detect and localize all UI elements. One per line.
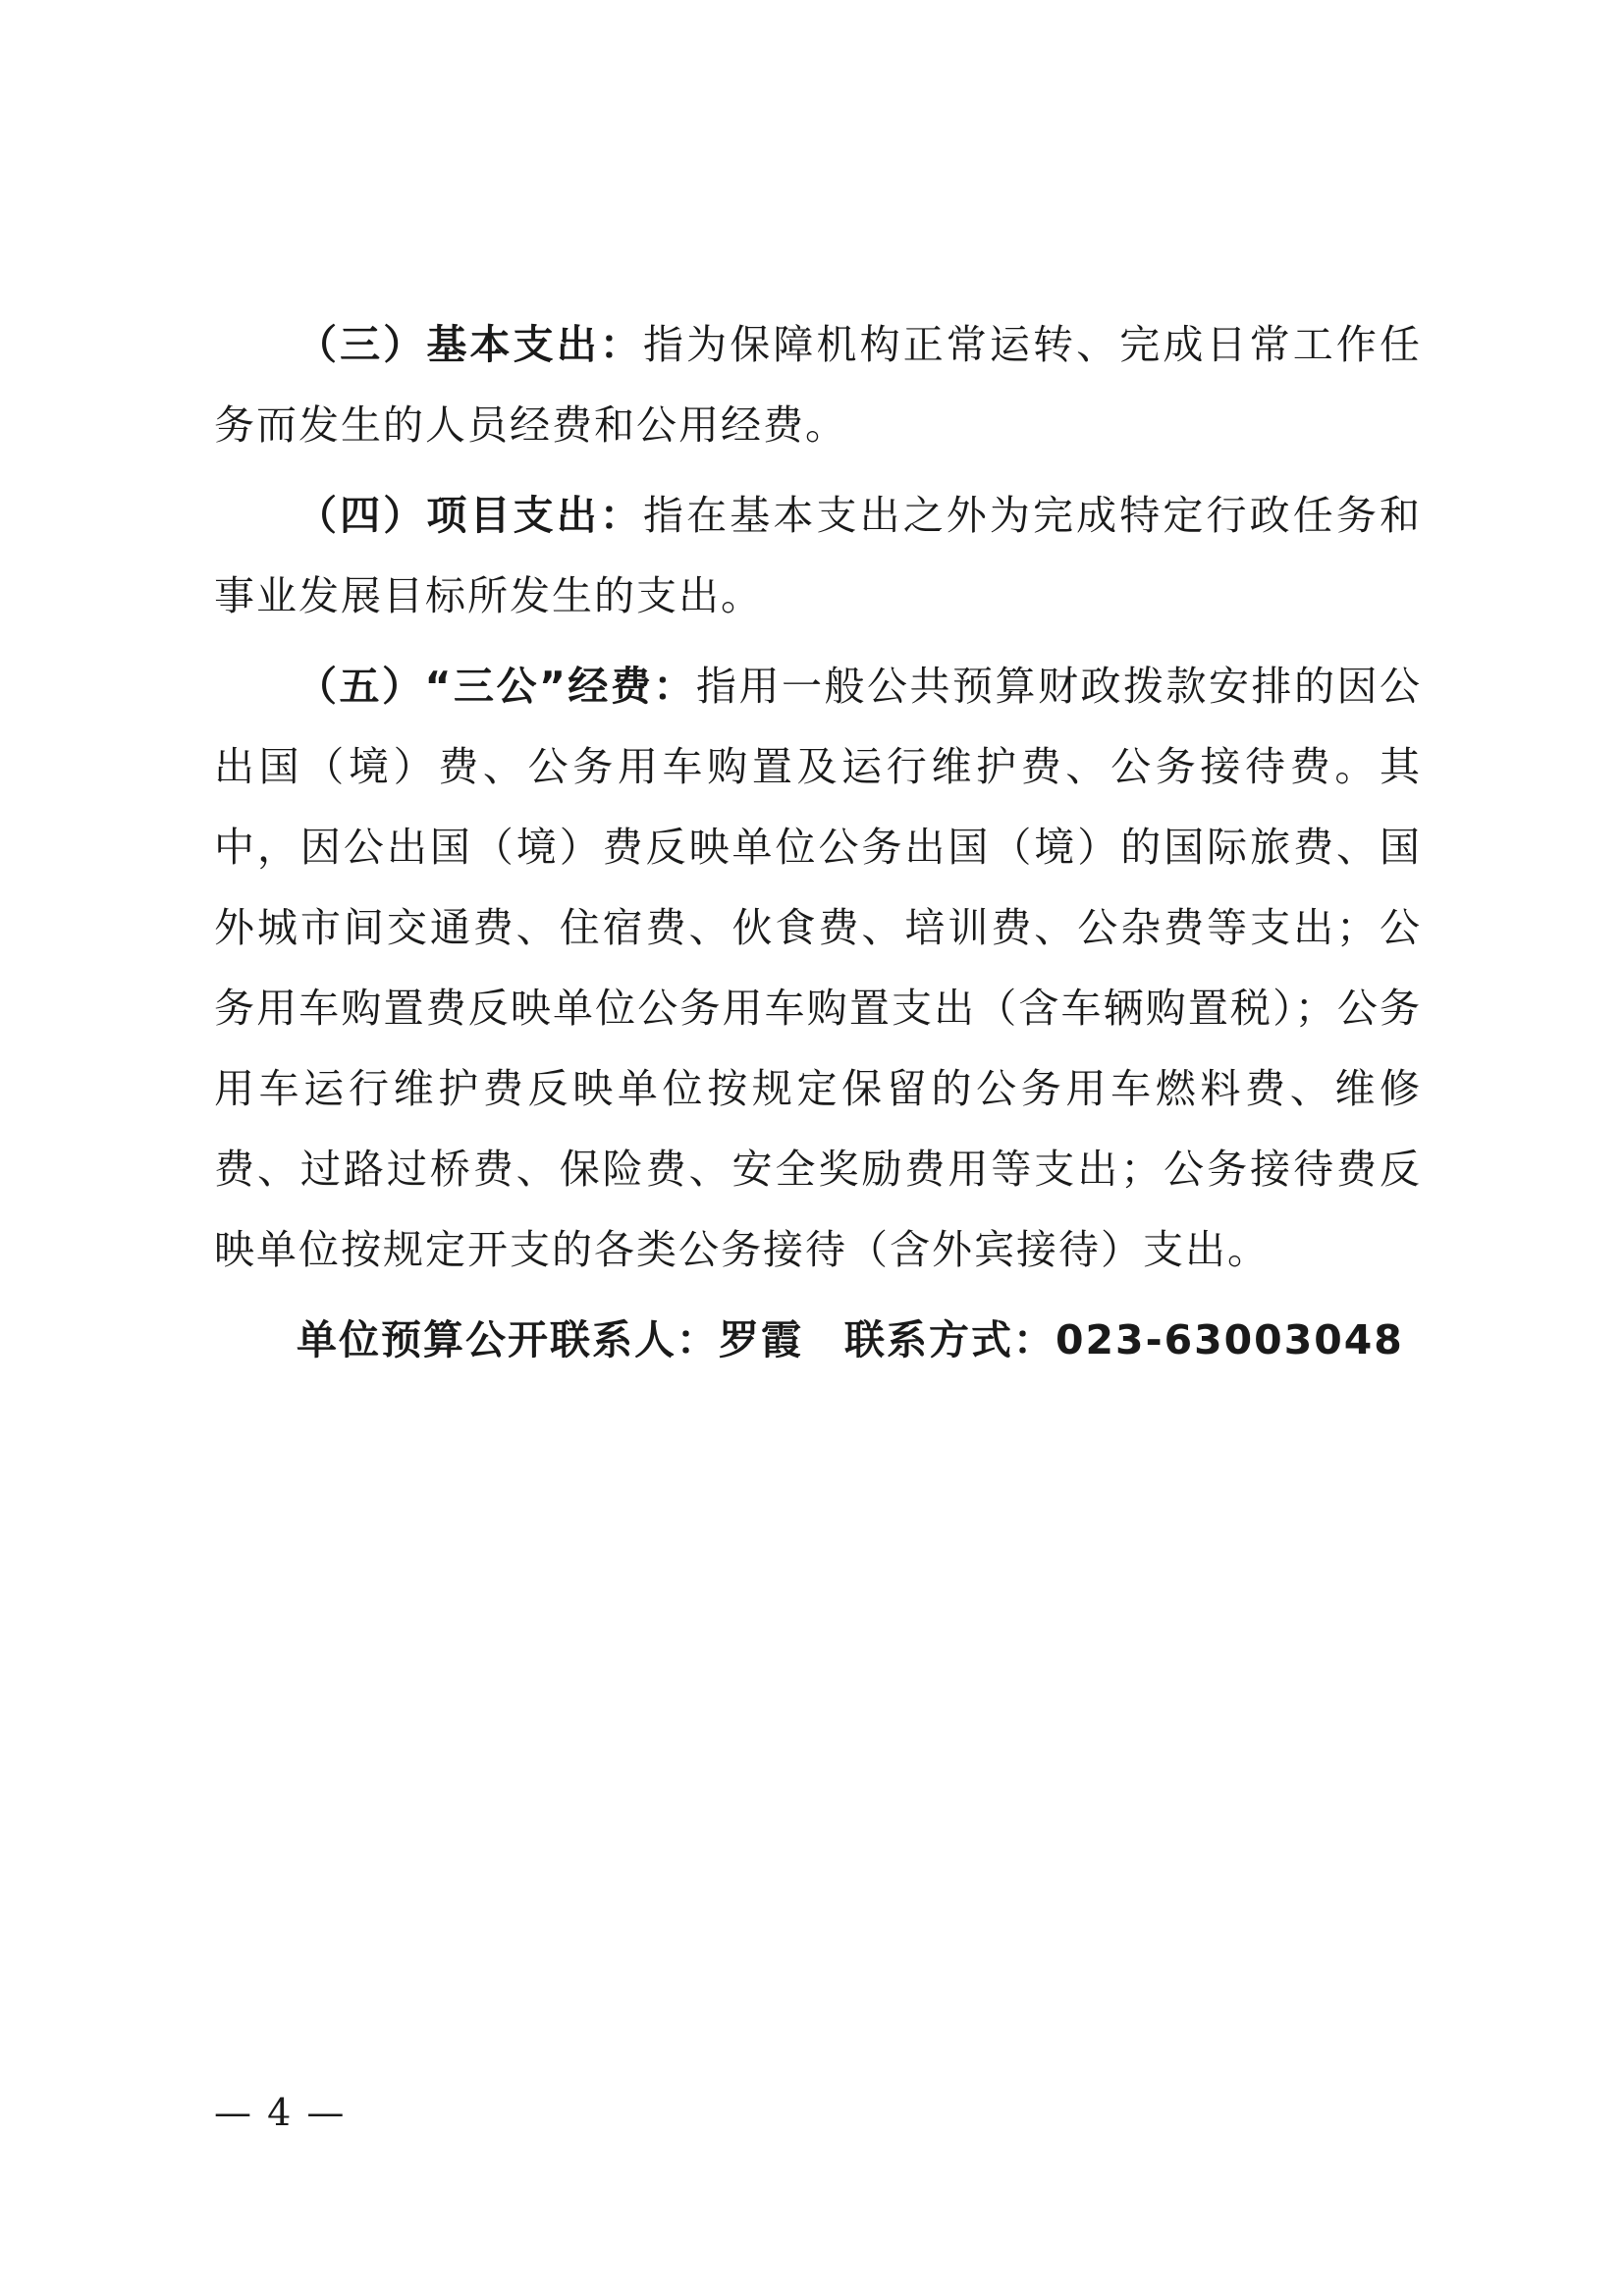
contact-line [214,1300,1422,1380]
paragraph-basic-expenditure [214,304,1422,465]
document-body [214,304,1422,1380]
term-project-expenditure: （四）项目支出： [297,492,643,539]
definition-basic-expenditure: 指为保障机构正常运转、完成日常工作任务而发生的人员经费和公用经费。 [214,321,1423,449]
term-three-public-expenses: （五）“三公”经费： [297,663,696,710]
term-basic-expenditure: （三）基本支出： [297,321,643,368]
definition-project-expenditure: 指在基本支出之外为完成特定行政任务和事业发展目标所发生的支出。 [214,492,1423,619]
contact-person: 单位预算公开联系人：罗霞 [297,1316,803,1363]
paragraph-project-expenditure [214,475,1422,636]
definition-three-public-expenses: 指用一般公共预算财政拨款安排的因公出国（境）费、公务用车购置及运行维护费、公务接待费。其中，因公出国（境）费反映单位公务出国（境）的国际旅费、国外城市间交通费、住宿费、伙食费、培训费、公杂费等支出；公务用车购置费反映单位公务用车购置支出（含车辆购置税）；公务用车运行维护费反映单位按规定保留的公务用车燃料费、维修费、过路过桥费、保险费、安全奖励费用等支出；公务接待费反映单位按规定开支的各类公务接待（含外宾接待）支出。 [214,663,1422,1273]
page-number: — 4 — [214,2091,347,2134]
paragraph-three-public-expenses [214,646,1422,1290]
contact-phone: 联系方式：023-63003048 [844,1316,1404,1363]
